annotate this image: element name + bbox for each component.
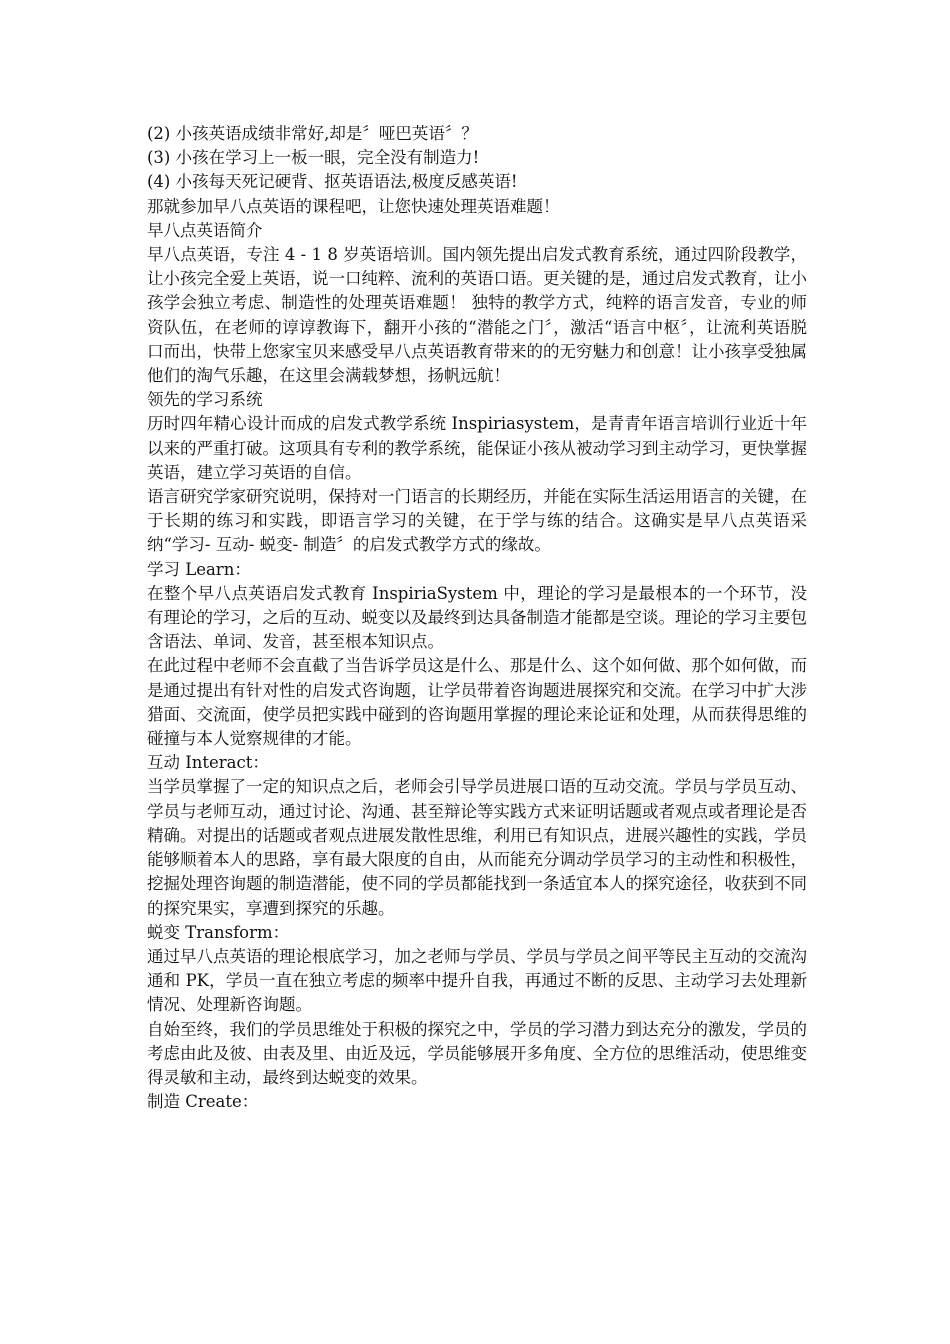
problem-item-3: (3) 小孩在学习上一板一眼，完全没有制造力! — [147, 148, 480, 168]
system-paragraph-1: 历时四年精心设计而成的启发式教学系统 Inspiriasystem，是青青年语言培训行业近十年以来的严重打破。这项具有专利的教学系统，能保证小孩从被动学习到主动学习，更快掌握英语，建立学习英语的自信。 — [147, 414, 807, 482]
system-paragraph-2: 语言研究学家研究说明，保持对一门语言的长期经历，并能在实际生活运用语言的关键，在于长期的练习和实践，即语言学习的关键，在于学与练的结合。这确实是早八点英语采纳“学习- 互动- 蜕变- 制造〞的启发式教学方式的缘故。 — [147, 487, 807, 555]
section-heading-interact: 互动 Interact： — [147, 753, 269, 773]
call-to-action: 那就参加早八点英语的课程吧，让您快速处理英语难题！ — [147, 196, 560, 216]
intro-paragraph: 早八点英语，专注 4 - 1 8 岁英语培训。国内领先提出启发式教育系统，通过四阶段教学，让小孩完全爱上英语，说一口纯粹、流利的英语口语。更关键的是，通过启发式教育，让小孩学会独立考虑、制造性的处理英语难题！ 独特的教学方式，纯粹的语言发音，专业的师资队伍，在老师的谆谆教诲下，翻开小孩的“潜能之门〞，激活“语言中枢〞，让流利英语脱口而出，快带上您家宝贝来感受早八点英语教育带来的的无穷魅力和创意！让小孩享受独属他们的淘气乐趣，在这里会满载梦想，扬帆远航！ — [147, 245, 807, 386]
document-body — [147, 122, 807, 1114]
section-heading-intro: 早八点英语简介 — [147, 220, 263, 240]
transform-paragraph-1: 通过早八点英语的理论根底学习，加之老师与学员、学员与学员之间平等民主互动的交流沟通和 PK，学员一直在独立考虑的频率中提升自我，再通过不断的反思、主动学习去处理新情况、处理新咨询题。 — [147, 946, 807, 1015]
learn-paragraph-2: 在此过程中老师不会直截了当告诉学员这是什么、那是什么、这个如何做、那个如何做，而是通过提出有针对性的启发式咨询题，让学员带着咨询题进展探究和交流。在学习中扩大涉猎面、交流面，使学员把实践中碰到的咨询题用掌握的理论来论证和处理，从而获得思维的碰撞与本人觉察规律的才能。 — [147, 656, 807, 749]
section-heading-system: 领先的学习系统 — [147, 390, 263, 410]
section-heading-learn: 学习 Learn： — [147, 559, 251, 579]
problem-item-2: (2) 小孩英语成绩非常好,却是〞哑巴英语〞？ — [147, 124, 478, 143]
transform-paragraph-2: 自始至终，我们的学员思维处于积极的探究之中，学员的学习潜力到达充分的激发，学员的考虑由此及彼、由表及里、由近及远，学员能够展开多角度、全方位的思维活动，使思维变得灵敏和主动，最终到达蜕变的效果。 — [147, 1019, 807, 1087]
section-heading-create: 制造 Create： — [147, 1092, 259, 1112]
problem-item-4: (4) 小孩每天死记硬背、抠英语语法,极度反感英语! — [147, 172, 518, 192]
learn-paragraph-1: 在整个早八点英语启发式教育 InspiriaSystem 中，理论的学习是最根本的一个环节，没有理论的学习，之后的互动、蜕变以及最终到达具备制造才能都是空谈。理论的学习主要包含语法、单词、发音，甚至根本知识点。 — [147, 583, 807, 652]
interact-paragraph: 当学员掌握了一定的知识点之后，老师会引导学员进展口语的互动交流。学员与学员互动、学员与老师互动，通过讨论、沟通、甚至辩论等实践方式来证明话题或者观点或者理论是否精确。对提出的话题或者观点进展发散性思维，利用已有知识点，进展兴趣性的实践，学员能够顺着本人的思路，享有最大限度的自由，从而能充分调动学员学习的主动性和积极性，挖掘处理咨询题的制造潜能，使不同的学员都能找到一条适宜本人的探究途径，收获到不同的探究果实，享遭到探究的乐趣。 — [147, 777, 807, 918]
section-heading-transform: 蜕变 Transform： — [147, 922, 290, 942]
